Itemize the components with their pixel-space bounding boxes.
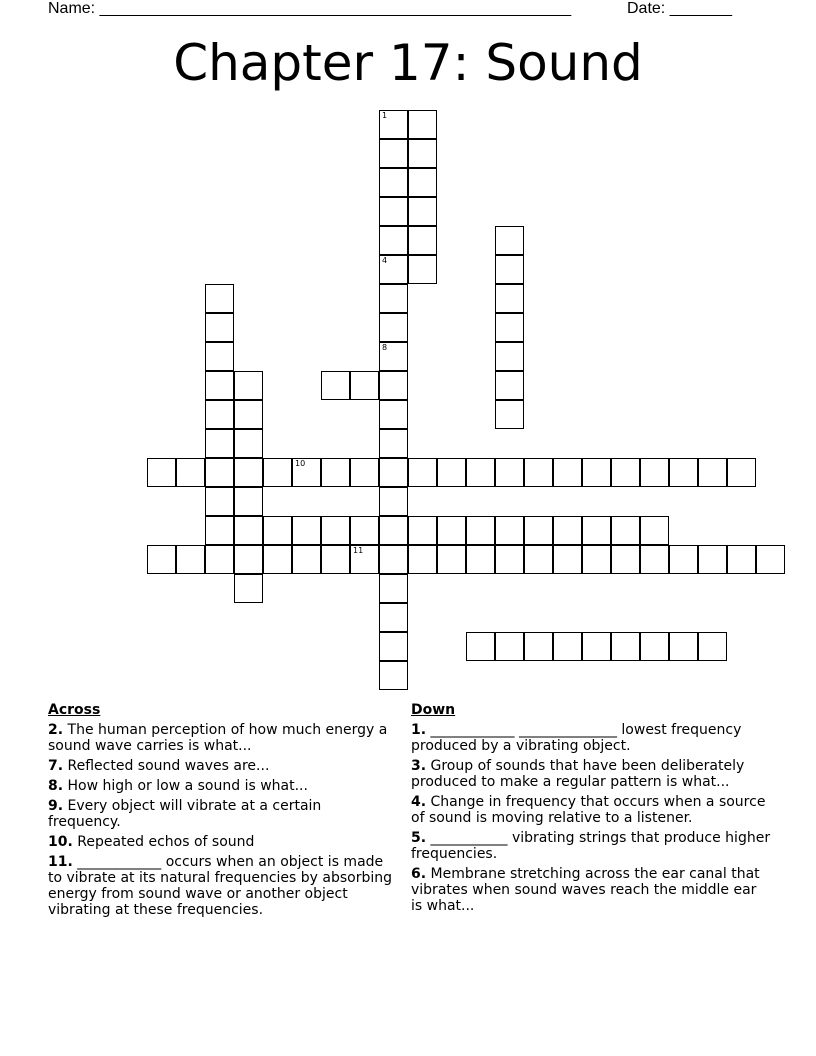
crossword-cell[interactable] (147, 458, 176, 487)
clue-text: ____________ ______________ lowest frequency produced by a vibrating object. (411, 722, 742, 754)
crossword-cell[interactable] (205, 516, 234, 545)
crossword-cell[interactable] (524, 632, 553, 661)
crossword-cell[interactable] (408, 226, 437, 255)
clue-number-label: 6. (411, 866, 427, 882)
crossword-cell[interactable] (408, 545, 437, 574)
crossword-cell[interactable] (292, 458, 321, 487)
crossword-cell[interactable] (205, 313, 234, 342)
crossword-cell[interactable] (379, 197, 408, 226)
crossword-cell[interactable] (408, 110, 437, 139)
crossword-cell[interactable] (350, 545, 379, 574)
clue-text: Change in frequency that occurs when a source of sound is moving relative to a listener. (411, 794, 766, 826)
crossword-cell[interactable] (553, 458, 582, 487)
crossword-cell[interactable] (408, 139, 437, 168)
crossword-cell[interactable] (437, 545, 466, 574)
crossword-cell[interactable] (669, 632, 698, 661)
crossword-cell[interactable] (495, 342, 524, 371)
clue-text: How high or low a sound is what... (63, 778, 308, 794)
crossword-cell[interactable] (234, 458, 263, 487)
crossword-cell[interactable] (582, 516, 611, 545)
crossword-cell[interactable] (205, 284, 234, 313)
crossword-cell[interactable] (437, 458, 466, 487)
clue-item (411, 722, 771, 754)
crossword-cell[interactable] (292, 516, 321, 545)
crossword-cell[interactable] (379, 516, 408, 545)
crossword-cell[interactable] (234, 487, 263, 516)
clue-number: 11 (353, 546, 364, 555)
crossword-cell[interactable] (263, 516, 292, 545)
down-heading: Down (411, 702, 456, 718)
crossword-cell[interactable] (466, 545, 495, 574)
clue-item (411, 758, 771, 790)
clue-item (48, 834, 398, 850)
crossword-cell[interactable] (379, 603, 408, 632)
date-field-label[interactable]: Date: _______ (627, 0, 732, 17)
clue-item (411, 794, 771, 826)
clue-text: Reflected sound waves are... (63, 758, 270, 774)
crossword-cell[interactable] (379, 458, 408, 487)
crossword-cell[interactable] (756, 545, 785, 574)
crossword-cell[interactable] (379, 342, 408, 371)
crossword-cell[interactable] (379, 110, 408, 139)
crossword-cell[interactable] (553, 516, 582, 545)
crossword-cell[interactable] (611, 545, 640, 574)
clue-number-label: 2. (48, 722, 64, 738)
crossword-cell[interactable] (205, 458, 234, 487)
page-title: Chapter 17: Sound (173, 34, 643, 92)
crossword-cell[interactable] (640, 516, 669, 545)
crossword-cell[interactable] (234, 400, 263, 429)
crossword-cell[interactable] (495, 313, 524, 342)
crossword-cell[interactable] (408, 516, 437, 545)
crossword-cell[interactable] (379, 139, 408, 168)
crossword-cell[interactable] (379, 487, 408, 516)
clue-number-label: 9. (48, 798, 64, 814)
down-clues (411, 702, 771, 918)
crossword-cell[interactable] (350, 516, 379, 545)
clue-number-label: 8. (48, 778, 64, 794)
crossword-cell[interactable] (205, 429, 234, 458)
clue-number-label: 7. (48, 758, 64, 774)
across-clues (48, 702, 398, 922)
crossword-cell[interactable] (379, 574, 408, 603)
crossword-cell[interactable] (495, 226, 524, 255)
crossword-cell[interactable] (234, 516, 263, 545)
crossword-cell[interactable] (611, 458, 640, 487)
crossword-cell[interactable] (379, 168, 408, 197)
crossword-cell[interactable] (466, 458, 495, 487)
clue-number: 1 (382, 111, 388, 120)
crossword-cell[interactable] (495, 371, 524, 400)
across-heading: Across (48, 702, 101, 718)
crossword-cell[interactable] (698, 632, 727, 661)
crossword-cell[interactable] (437, 516, 466, 545)
crossword-cell[interactable] (495, 632, 524, 661)
crossword-cell[interactable] (553, 545, 582, 574)
crossword-cell[interactable] (408, 255, 437, 284)
across-clue-list (48, 722, 398, 918)
crossword-cell[interactable] (379, 313, 408, 342)
crossword-cell[interactable] (263, 458, 292, 487)
crossword-cell[interactable] (234, 429, 263, 458)
crossword-cell[interactable] (321, 458, 350, 487)
crossword-cell[interactable] (524, 458, 553, 487)
crossword-cell[interactable] (205, 545, 234, 574)
crossword-cell[interactable] (524, 545, 553, 574)
clue-text: Every object will vibrate at a certain frequency. (48, 798, 322, 830)
crossword-cell[interactable] (408, 458, 437, 487)
crossword-cell[interactable] (205, 487, 234, 516)
crossword-cell[interactable] (582, 545, 611, 574)
crossword-cell[interactable] (495, 458, 524, 487)
clue-number-label: 3. (411, 758, 427, 774)
crossword-cell[interactable] (205, 371, 234, 400)
crossword-cell[interactable] (698, 458, 727, 487)
clue-item (48, 854, 398, 918)
crossword-cell[interactable] (321, 545, 350, 574)
clue-item (48, 778, 398, 794)
crossword-cell[interactable] (292, 545, 321, 574)
crossword-cell[interactable] (234, 574, 263, 603)
clue-text: Group of sounds that have been deliberately produced to make a regular pattern is what... (411, 758, 745, 790)
crossword-cell[interactable] (640, 545, 669, 574)
clue-text: Membrane stretching across the ear canal that vibrates when sound waves reach the middle ear is what... (411, 866, 760, 914)
clue-number-label: 11. (48, 854, 73, 870)
clue-text: ____________ occurs when an object is made to vibrate at its natural frequencies by absorbing energy from sound wave or another object vibrating at these frequencies. (48, 854, 393, 918)
crossword-cell[interactable] (176, 458, 205, 487)
clue-number: 4 (382, 256, 388, 265)
crossword-cell[interactable] (321, 516, 350, 545)
clue-item (48, 722, 398, 754)
crossword-cell[interactable] (495, 284, 524, 313)
crossword-cell[interactable] (524, 516, 553, 545)
crossword-cell[interactable] (234, 545, 263, 574)
crossword-cell[interactable] (582, 458, 611, 487)
crossword-cell[interactable] (408, 168, 437, 197)
down-clue-list (411, 722, 771, 914)
crossword-cell[interactable] (350, 458, 379, 487)
crossword-cell[interactable] (466, 516, 495, 545)
clue-number-label: 1. (411, 722, 427, 738)
crossword-cell[interactable] (379, 545, 408, 574)
crossword-cell[interactable] (379, 632, 408, 661)
crossword-cell[interactable] (350, 371, 379, 400)
crossword-cell[interactable] (495, 545, 524, 574)
crossword-cell[interactable] (669, 458, 698, 487)
crossword-cell[interactable] (147, 545, 176, 574)
clue-item (48, 758, 398, 774)
crossword-cell[interactable] (669, 545, 698, 574)
crossword-cell[interactable] (495, 516, 524, 545)
crossword-cell[interactable] (553, 632, 582, 661)
crossword-cell[interactable] (379, 226, 408, 255)
clue-item (411, 866, 771, 914)
crossword-cell[interactable] (379, 255, 408, 284)
crossword-cell[interactable] (205, 400, 234, 429)
clue-number-label: 4. (411, 794, 427, 810)
crossword-cell[interactable] (466, 632, 495, 661)
crossword-cell[interactable] (611, 516, 640, 545)
crossword-cell[interactable] (495, 255, 524, 284)
crossword-cell[interactable] (321, 371, 350, 400)
crossword-cell[interactable] (379, 371, 408, 400)
crossword-cell[interactable] (379, 400, 408, 429)
crossword-cell[interactable] (379, 661, 408, 690)
clue-number: 8 (382, 343, 388, 352)
crossword-cell[interactable] (698, 545, 727, 574)
crossword-cell[interactable] (727, 545, 756, 574)
clue-number: 10 (295, 459, 306, 468)
crossword-cell[interactable] (640, 632, 669, 661)
clue-item (48, 798, 398, 830)
crossword-cell[interactable] (176, 545, 205, 574)
crossword-cell[interactable] (582, 632, 611, 661)
crossword-cell[interactable] (611, 632, 640, 661)
clue-number-label: 5. (411, 830, 427, 846)
crossword-cell[interactable] (379, 284, 408, 313)
crossword-cell[interactable] (263, 545, 292, 574)
clue-text: Repeated echos of sound (72, 834, 255, 850)
crossword-cell[interactable] (495, 400, 524, 429)
crossword-cell[interactable] (205, 342, 234, 371)
clue-text: ___________ vibrating strings that produce higher frequencies. (411, 830, 771, 862)
clue-text: The human perception of how much energy a sound wave carries is what... (48, 722, 388, 754)
clue-number-label: 10. (48, 834, 73, 850)
clue-item (411, 830, 771, 862)
name-field-label[interactable]: Name: _____________________________________________________ (48, 0, 572, 17)
crossword-cell[interactable] (640, 458, 669, 487)
crossword-cell[interactable] (234, 371, 263, 400)
crossword-cell[interactable] (727, 458, 756, 487)
crossword-cell[interactable] (379, 429, 408, 458)
crossword-cell[interactable] (408, 197, 437, 226)
header (0, 0, 816, 20)
